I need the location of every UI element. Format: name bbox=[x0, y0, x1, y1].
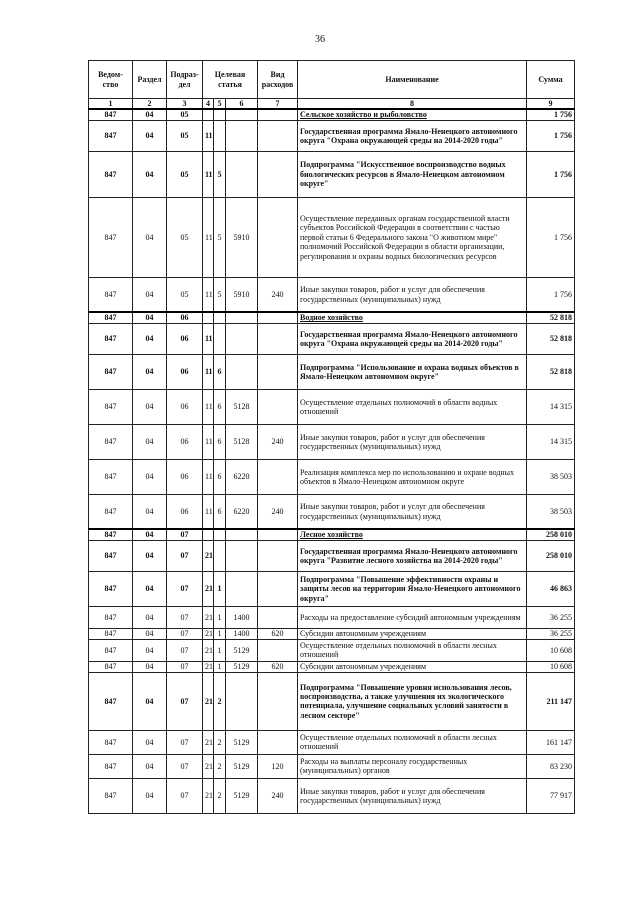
cell-target-subprogram: 5 bbox=[214, 277, 226, 312]
table-row bbox=[89, 197, 575, 277]
cell-ved: 847 bbox=[89, 151, 133, 197]
cell-target-program: 21 bbox=[203, 540, 214, 571]
cell-target-direction bbox=[226, 571, 258, 606]
cell-target-subprogram: 1 bbox=[214, 628, 226, 639]
cell-podrazdel: 07 bbox=[167, 672, 203, 730]
cell-razdel: 04 bbox=[133, 628, 167, 639]
cell-ved: 847 bbox=[89, 389, 133, 424]
cell-podrazdel: 05 bbox=[167, 109, 203, 120]
cell-target-subprogram: 6 bbox=[214, 459, 226, 494]
cell-target-subprogram: 1 bbox=[214, 571, 226, 606]
cell-ved: 847 bbox=[89, 540, 133, 571]
cell-name: Подпрограмма "Использование и охрана водных объектов в Ямало-Ненецком автономном округе" bbox=[298, 354, 527, 389]
cell-target-direction bbox=[226, 354, 258, 389]
cell-target-direction bbox=[226, 672, 258, 730]
cell-target-program: 11 bbox=[203, 120, 214, 151]
cell-ved: 847 bbox=[89, 571, 133, 606]
table-row bbox=[89, 389, 575, 424]
cell-target-direction: 5129 bbox=[226, 778, 258, 813]
header-sum: Сумма bbox=[527, 61, 575, 99]
cell-target-subprogram bbox=[214, 529, 226, 540]
table-row bbox=[89, 459, 575, 494]
cell-expense-type: 240 bbox=[258, 277, 298, 312]
cell-target-program: 21 bbox=[203, 730, 214, 754]
cell-razdel: 04 bbox=[133, 323, 167, 354]
cell-ved: 847 bbox=[89, 606, 133, 628]
cell-expense-type: 240 bbox=[258, 778, 298, 813]
cell-expense-type bbox=[258, 354, 298, 389]
header-target-article: Целевая статья bbox=[203, 61, 258, 99]
cell-expense-type: 120 bbox=[258, 754, 298, 778]
cell-target-subprogram: 2 bbox=[214, 754, 226, 778]
cell-ved: 847 bbox=[89, 424, 133, 459]
cell-target-direction: 5128 bbox=[226, 424, 258, 459]
cell-ved: 847 bbox=[89, 672, 133, 730]
table-row bbox=[89, 424, 575, 459]
cell-target-direction bbox=[226, 151, 258, 197]
cell-target-subprogram: 2 bbox=[214, 730, 226, 754]
cell-target-subprogram: 5 bbox=[214, 151, 226, 197]
cell-sum: 14 315 bbox=[527, 389, 575, 424]
cell-target-program: 21 bbox=[203, 639, 214, 661]
cell-target-direction: 5128 bbox=[226, 389, 258, 424]
cell-name: Лесное хозяйство bbox=[298, 529, 527, 540]
cell-ved: 847 bbox=[89, 354, 133, 389]
cell-target-subprogram: 1 bbox=[214, 639, 226, 661]
cell-name: Расходы на предоставление субсидий автономным учреждениям bbox=[298, 606, 527, 628]
table-row bbox=[89, 151, 575, 197]
cell-target-subprogram bbox=[214, 109, 226, 120]
cell-ved: 847 bbox=[89, 529, 133, 540]
cell-sum: 83 230 bbox=[527, 754, 575, 778]
cell-target-direction: 5910 bbox=[226, 277, 258, 312]
header-ved: Ведом-ство bbox=[89, 61, 133, 99]
cell-target-direction: 5129 bbox=[226, 730, 258, 754]
cell-target-subprogram bbox=[214, 120, 226, 151]
cell-target-program: 21 bbox=[203, 628, 214, 639]
cell-razdel: 04 bbox=[133, 661, 167, 672]
cell-podrazdel: 07 bbox=[167, 540, 203, 571]
cell-target-program: 11 bbox=[203, 323, 214, 354]
cell-expense-type bbox=[258, 672, 298, 730]
cell-target-direction: 6220 bbox=[226, 459, 258, 494]
cell-target-direction bbox=[226, 312, 258, 323]
cell-sum: 1 756 bbox=[527, 277, 575, 312]
cell-razdel: 04 bbox=[133, 354, 167, 389]
cell-name: Осуществление отдельных полномочий в области лесных отношений bbox=[298, 639, 527, 661]
cell-razdel: 04 bbox=[133, 459, 167, 494]
cell-target-program: 11 bbox=[203, 389, 214, 424]
cell-target-direction bbox=[226, 109, 258, 120]
cell-razdel: 04 bbox=[133, 494, 167, 529]
cell-expense-type: 620 bbox=[258, 661, 298, 672]
cell-razdel: 04 bbox=[133, 312, 167, 323]
cell-name: Подпрограмма "Искусственное воспроизводство водных биологических ресурсов в Ямало-Ненецком автономном округе" bbox=[298, 151, 527, 197]
cell-sum: 38 503 bbox=[527, 494, 575, 529]
cell-expense-type bbox=[258, 571, 298, 606]
cell-name: Иные закупки товаров, работ и услуг для обеспечения государственных (муниципальных) нужд bbox=[298, 277, 527, 312]
cell-ved: 847 bbox=[89, 459, 133, 494]
cell-ved: 847 bbox=[89, 628, 133, 639]
table-row bbox=[89, 494, 575, 529]
cell-expense-type bbox=[258, 730, 298, 754]
cell-ved: 847 bbox=[89, 197, 133, 277]
table-row bbox=[89, 606, 575, 628]
cell-sum: 258 010 bbox=[527, 540, 575, 571]
cell-expense-type bbox=[258, 323, 298, 354]
cell-ved: 847 bbox=[89, 639, 133, 661]
cell-sum: 10 608 bbox=[527, 639, 575, 661]
cell-sum: 10 608 bbox=[527, 661, 575, 672]
cell-target-program: 21 bbox=[203, 672, 214, 730]
cell-name: Подпрограмма "Повышение уровня использования лесов, воспроизводства, а также улучшения их экологического потенциала, улучшение социальных условий занятости в лесном секторе" bbox=[298, 672, 527, 730]
cell-sum: 1 756 bbox=[527, 151, 575, 197]
table-row bbox=[89, 540, 575, 571]
table-row bbox=[89, 354, 575, 389]
table-row bbox=[89, 120, 575, 151]
column-number: 8 bbox=[298, 99, 527, 110]
cell-podrazdel: 07 bbox=[167, 730, 203, 754]
cell-podrazdel: 05 bbox=[167, 120, 203, 151]
cell-razdel: 04 bbox=[133, 730, 167, 754]
cell-ved: 847 bbox=[89, 778, 133, 813]
table-row bbox=[89, 672, 575, 730]
column-number-row bbox=[89, 99, 575, 110]
cell-name: Расходы на выплаты персоналу государственных (муниципальных) органов bbox=[298, 754, 527, 778]
cell-target-subprogram: 6 bbox=[214, 494, 226, 529]
column-number: 7 bbox=[258, 99, 298, 110]
cell-target-program: 11 bbox=[203, 459, 214, 494]
cell-expense-type bbox=[258, 540, 298, 571]
cell-sum: 14 315 bbox=[527, 424, 575, 459]
cell-ved: 847 bbox=[89, 312, 133, 323]
table-row bbox=[89, 323, 575, 354]
cell-name: Государственная программа Ямало-Ненецкого автономного округа "Охрана окружающей среды на 2014-2020 годы" bbox=[298, 323, 527, 354]
cell-name: Субсидии автономным учреждениям bbox=[298, 661, 527, 672]
cell-podrazdel: 07 bbox=[167, 606, 203, 628]
cell-podrazdel: 07 bbox=[167, 529, 203, 540]
cell-sum: 161 147 bbox=[527, 730, 575, 754]
cell-podrazdel: 07 bbox=[167, 628, 203, 639]
cell-sum: 36 255 bbox=[527, 628, 575, 639]
table-row bbox=[89, 661, 575, 672]
cell-razdel: 04 bbox=[133, 754, 167, 778]
column-number: 6 bbox=[226, 99, 258, 110]
cell-target-program: 11 bbox=[203, 424, 214, 459]
cell-razdel: 04 bbox=[133, 540, 167, 571]
table-row bbox=[89, 529, 575, 540]
cell-razdel: 04 bbox=[133, 639, 167, 661]
cell-name: Иные закупки товаров, работ и услуг для обеспечения государственных (муниципальных) нужд bbox=[298, 424, 527, 459]
column-number: 4 bbox=[203, 99, 214, 110]
cell-expense-type bbox=[258, 639, 298, 661]
table-body bbox=[89, 109, 575, 813]
cell-podrazdel: 07 bbox=[167, 778, 203, 813]
header-row bbox=[89, 61, 575, 99]
cell-target-direction bbox=[226, 120, 258, 151]
cell-target-program: 11 bbox=[203, 151, 214, 197]
cell-target-program: 11 bbox=[203, 494, 214, 529]
cell-sum: 77 917 bbox=[527, 778, 575, 813]
cell-target-direction bbox=[226, 540, 258, 571]
cell-razdel: 04 bbox=[133, 151, 167, 197]
cell-target-direction: 6220 bbox=[226, 494, 258, 529]
cell-name: Иные закупки товаров, работ и услуг для обеспечения государственных (муниципальных) нужд bbox=[298, 778, 527, 813]
cell-sum: 211 147 bbox=[527, 672, 575, 730]
cell-target-subprogram bbox=[214, 323, 226, 354]
cell-target-subprogram: 6 bbox=[214, 354, 226, 389]
table-row bbox=[89, 754, 575, 778]
cell-target-program: 11 bbox=[203, 354, 214, 389]
cell-target-subprogram bbox=[214, 540, 226, 571]
cell-sum: 38 503 bbox=[527, 459, 575, 494]
cell-sum: 1 756 bbox=[527, 109, 575, 120]
cell-ved: 847 bbox=[89, 494, 133, 529]
cell-target-program: 21 bbox=[203, 754, 214, 778]
cell-podrazdel: 06 bbox=[167, 494, 203, 529]
cell-target-program bbox=[203, 529, 214, 540]
cell-razdel: 04 bbox=[133, 424, 167, 459]
table-row bbox=[89, 628, 575, 639]
column-number: 1 bbox=[89, 99, 133, 110]
cell-razdel: 04 bbox=[133, 571, 167, 606]
cell-ved: 847 bbox=[89, 754, 133, 778]
column-number: 3 bbox=[167, 99, 203, 110]
cell-target-program: 21 bbox=[203, 661, 214, 672]
cell-expense-type bbox=[258, 120, 298, 151]
cell-target-direction: 5910 bbox=[226, 197, 258, 277]
table-row bbox=[89, 312, 575, 323]
cell-target-program: 11 bbox=[203, 197, 214, 277]
cell-razdel: 04 bbox=[133, 197, 167, 277]
cell-sum: 258 010 bbox=[527, 529, 575, 540]
cell-name: Осуществление отдельных полномочий в области водных отношений bbox=[298, 389, 527, 424]
cell-podrazdel: 07 bbox=[167, 639, 203, 661]
header-podrazdel: Подраз-дел bbox=[167, 61, 203, 99]
cell-name: Субсидии автономным учреждениям bbox=[298, 628, 527, 639]
cell-target-direction: 5129 bbox=[226, 754, 258, 778]
cell-podrazdel: 07 bbox=[167, 661, 203, 672]
cell-expense-type: 240 bbox=[258, 424, 298, 459]
cell-podrazdel: 07 bbox=[167, 571, 203, 606]
cell-target-subprogram bbox=[214, 312, 226, 323]
cell-name: Осуществление переданных органам государственной власти субъектов Российской Федерации в соответствии с частью первой статьи 6 Федерального закона "О животном мире" полномочий Российской Федерации в области организации, регулирования и охраны водных биологических ресурсов bbox=[298, 197, 527, 277]
cell-target-direction bbox=[226, 529, 258, 540]
cell-sum: 52 818 bbox=[527, 312, 575, 323]
cell-razdel: 04 bbox=[133, 672, 167, 730]
cell-sum: 1 756 bbox=[527, 120, 575, 151]
cell-target-subprogram: 6 bbox=[214, 389, 226, 424]
header-name: Наименование bbox=[298, 61, 527, 99]
cell-podrazdel: 06 bbox=[167, 323, 203, 354]
table-row bbox=[89, 109, 575, 120]
cell-name: Государственная программа Ямало-Ненецкого автономного округа "Развитие лесного хозяйства на 2014-2020 годы" bbox=[298, 540, 527, 571]
table-row bbox=[89, 778, 575, 813]
cell-ved: 847 bbox=[89, 323, 133, 354]
cell-target-direction bbox=[226, 323, 258, 354]
cell-ved: 847 bbox=[89, 730, 133, 754]
cell-expense-type bbox=[258, 197, 298, 277]
cell-name: Водное хозяйство bbox=[298, 312, 527, 323]
table-row bbox=[89, 571, 575, 606]
cell-expense-type bbox=[258, 389, 298, 424]
table-row bbox=[89, 277, 575, 312]
cell-target-subprogram: 5 bbox=[214, 197, 226, 277]
cell-target-direction: 1400 bbox=[226, 606, 258, 628]
cell-name: Сельское хозяйство и рыболовство bbox=[298, 109, 527, 120]
cell-target-program: 21 bbox=[203, 778, 214, 813]
cell-target-direction: 5129 bbox=[226, 661, 258, 672]
cell-name: Реализация комплекса мер по использованию и охране водных объектов в Ямало-Ненецком автономном округе bbox=[298, 459, 527, 494]
cell-expense-type bbox=[258, 529, 298, 540]
cell-target-program: 11 bbox=[203, 277, 214, 312]
cell-razdel: 04 bbox=[133, 778, 167, 813]
cell-expense-type bbox=[258, 459, 298, 494]
cell-name: Подпрограмма "Повышение эффективности охраны и защиты лесов на территории Ямало-Ненецкого автономного округа" bbox=[298, 571, 527, 606]
cell-ved: 847 bbox=[89, 277, 133, 312]
cell-ved: 847 bbox=[89, 120, 133, 151]
cell-target-program bbox=[203, 109, 214, 120]
budget-table bbox=[88, 60, 575, 814]
cell-sum: 1 756 bbox=[527, 197, 575, 277]
page-number: 36 bbox=[315, 34, 325, 45]
cell-ved: 847 bbox=[89, 109, 133, 120]
cell-razdel: 04 bbox=[133, 120, 167, 151]
cell-name: Иные закупки товаров, работ и услуг для обеспечения государственных (муниципальных) нужд bbox=[298, 494, 527, 529]
column-number: 5 bbox=[214, 99, 226, 110]
table-row bbox=[89, 730, 575, 754]
cell-target-subprogram: 2 bbox=[214, 672, 226, 730]
cell-name: Осуществление отдельных полномочий в области лесных отношений bbox=[298, 730, 527, 754]
cell-sum: 52 818 bbox=[527, 354, 575, 389]
cell-podrazdel: 07 bbox=[167, 754, 203, 778]
cell-target-program: 21 bbox=[203, 606, 214, 628]
cell-target-subprogram: 6 bbox=[214, 424, 226, 459]
column-number: 2 bbox=[133, 99, 167, 110]
cell-target-program bbox=[203, 312, 214, 323]
cell-razdel: 04 bbox=[133, 277, 167, 312]
cell-podrazdel: 06 bbox=[167, 312, 203, 323]
cell-expense-type bbox=[258, 606, 298, 628]
cell-podrazdel: 06 bbox=[167, 389, 203, 424]
cell-podrazdel: 05 bbox=[167, 277, 203, 312]
cell-expense-type: 620 bbox=[258, 628, 298, 639]
cell-podrazdel: 05 bbox=[167, 197, 203, 277]
header-expense-type: Вид расходов bbox=[258, 61, 298, 99]
cell-target-subprogram: 1 bbox=[214, 606, 226, 628]
cell-target-subprogram: 1 bbox=[214, 661, 226, 672]
cell-expense-type bbox=[258, 151, 298, 197]
cell-razdel: 04 bbox=[133, 529, 167, 540]
cell-expense-type bbox=[258, 109, 298, 120]
cell-target-subprogram: 2 bbox=[214, 778, 226, 813]
cell-podrazdel: 06 bbox=[167, 354, 203, 389]
cell-target-direction: 1400 bbox=[226, 628, 258, 639]
cell-razdel: 04 bbox=[133, 109, 167, 120]
cell-expense-type: 240 bbox=[258, 494, 298, 529]
cell-target-program: 21 bbox=[203, 571, 214, 606]
cell-razdel: 04 bbox=[133, 606, 167, 628]
cell-podrazdel: 05 bbox=[167, 151, 203, 197]
cell-target-direction: 5129 bbox=[226, 639, 258, 661]
table-row bbox=[89, 639, 575, 661]
cell-expense-type bbox=[258, 312, 298, 323]
cell-name: Государственная программа Ямало-Ненецкого автономного округа "Охрана окружающей среды на 2014-2020 годы" bbox=[298, 120, 527, 151]
cell-sum: 46 863 bbox=[527, 571, 575, 606]
column-number: 9 bbox=[527, 99, 575, 110]
cell-podrazdel: 06 bbox=[167, 424, 203, 459]
cell-sum: 52 818 bbox=[527, 323, 575, 354]
cell-ved: 847 bbox=[89, 661, 133, 672]
cell-razdel: 04 bbox=[133, 389, 167, 424]
header-razdel: Раздел bbox=[133, 61, 167, 99]
cell-sum: 36 255 bbox=[527, 606, 575, 628]
cell-podrazdel: 06 bbox=[167, 459, 203, 494]
